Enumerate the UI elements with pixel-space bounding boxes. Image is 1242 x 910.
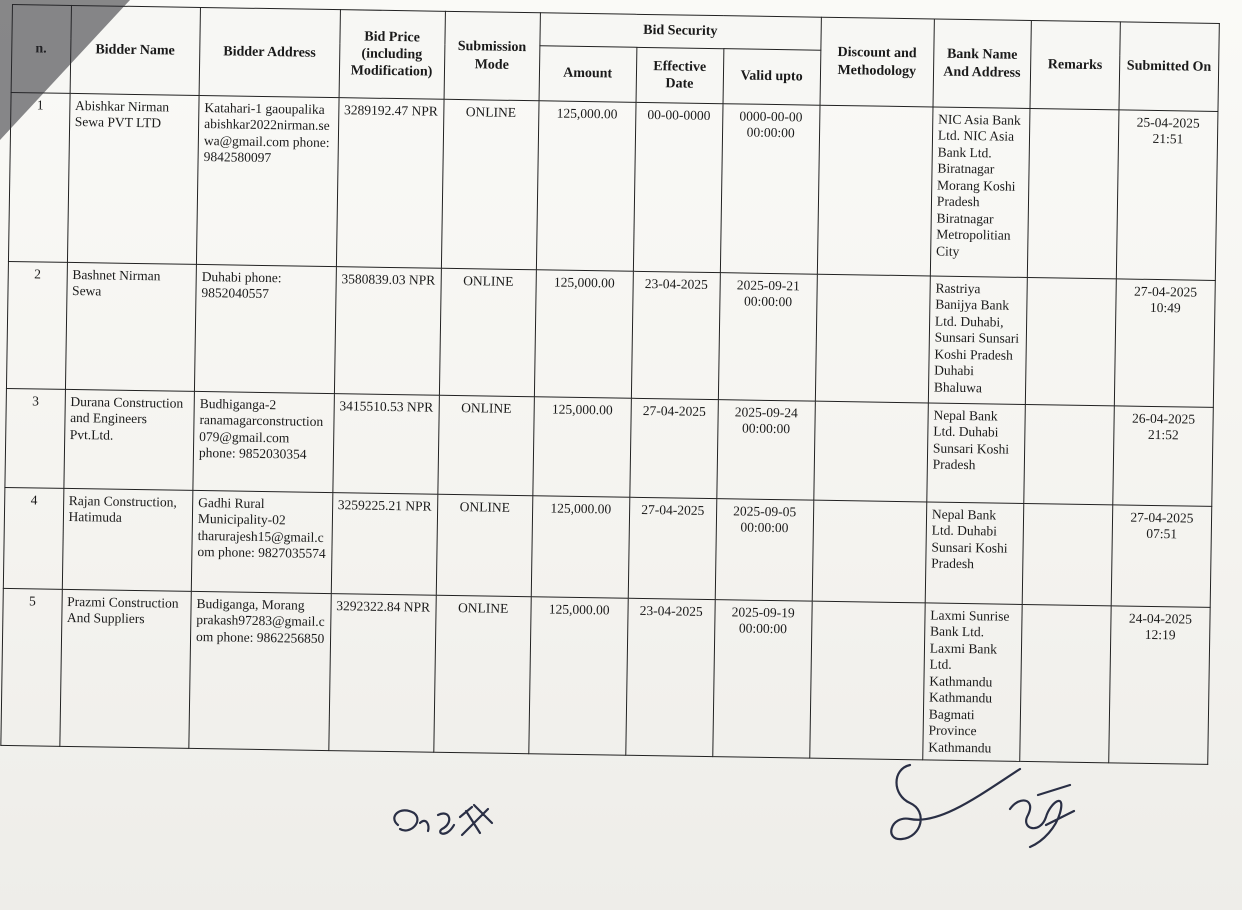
cell-valid-upto: 2025-09-05 00:00:00 bbox=[715, 499, 814, 602]
cell-valid-upto: 2025-09-21 00:00:00 bbox=[718, 273, 817, 402]
cell-submitted-on: 25-04-2025 21:51 bbox=[1116, 110, 1218, 281]
bid-table-wrapper bbox=[0, 4, 1230, 765]
cell-sn: 3 bbox=[5, 388, 65, 488]
cell-discount bbox=[813, 401, 928, 502]
table-row bbox=[8, 92, 1218, 280]
cell-bid-price: 3292322.84 NPR bbox=[328, 594, 436, 753]
cell-valid-upto: 0000-00-00 00:00:00 bbox=[720, 104, 820, 275]
cell-sn: 2 bbox=[6, 261, 67, 389]
table-row bbox=[5, 388, 1213, 506]
cell-bidder-address: Budhiganga-2 ranamagarconstruction079@gmail.com phone: 9852030354 bbox=[193, 391, 334, 492]
header-bidder-name: Bidder Name bbox=[70, 5, 201, 95]
cell-remarks bbox=[1025, 277, 1116, 405]
bid-evaluation-table bbox=[0, 4, 1220, 765]
cell-discount bbox=[809, 601, 925, 760]
cell-effective-date: 27-04-2025 bbox=[630, 398, 718, 498]
cell-sn: 4 bbox=[3, 487, 63, 589]
cell-effective-date: 27-04-2025 bbox=[628, 497, 716, 599]
header-amount: Amount bbox=[539, 46, 637, 103]
cell-bank: Nepal Bank Ltd. Duhabi Sunsari Koshi Pradesh bbox=[927, 403, 1026, 504]
cell-submission-mode: ONLINE bbox=[441, 99, 539, 269]
cell-submission-mode: ONLINE bbox=[439, 268, 536, 396]
cell-bidder-name: Durana Construction and Engineers Pvt.Ltd. bbox=[64, 389, 195, 490]
page-corner-shadow bbox=[0, 0, 130, 140]
cell-bank: NIC Asia Bank Ltd. NIC Asia Bank Ltd. Biratnagar Morang Koshi Pradesh Biratnagar Metropolitian City bbox=[930, 107, 1030, 278]
cell-submitted-on: 27-04-2025 07:51 bbox=[1111, 505, 1212, 608]
signature-left bbox=[380, 795, 510, 855]
cell-bidder-name: Rajan Construction, Hatimuda bbox=[62, 488, 193, 591]
cell-bidder-address: Gadhi Rural Municipality-02 tharurajesh15@gmail.com phone: 9827035574 bbox=[191, 490, 332, 593]
cell-submitted-on: 27-04-2025 10:49 bbox=[1114, 279, 1215, 408]
cell-bid-price: 3415510.53 NPR bbox=[332, 394, 439, 495]
header-sn: n. bbox=[11, 5, 71, 94]
cell-amount: 125,000.00 bbox=[528, 597, 627, 756]
table-row bbox=[1, 588, 1210, 764]
cell-effective-date: 00-00-0000 bbox=[633, 102, 723, 272]
cell-sn: 5 bbox=[1, 588, 62, 746]
header-bid-price: Bid Price (including Modification) bbox=[339, 10, 445, 100]
cell-remarks bbox=[1027, 109, 1119, 279]
cell-bidder-name: Bashnet Nirman Sewa bbox=[65, 262, 196, 391]
cell-bidder-name: Abishkar Nirman Sewa PVT LTD bbox=[67, 93, 199, 264]
cell-discount bbox=[815, 274, 930, 403]
cell-sn: 1 bbox=[8, 92, 69, 262]
cell-remarks bbox=[1020, 604, 1111, 763]
cell-submitted-on: 24-04-2025 12:19 bbox=[1109, 606, 1211, 765]
cell-remarks bbox=[1024, 404, 1114, 504]
cell-bidder-address: Duhabi phone: 9852040557 bbox=[194, 264, 335, 393]
table-row bbox=[6, 261, 1215, 407]
cell-discount bbox=[817, 105, 933, 276]
cell-amount: 125,000.00 bbox=[536, 101, 636, 272]
cell-bank: Rastriya Banijya Bank Ltd. Duhabi, Sunsari Sunsari Koshi Pradesh Duhabi Bhaluwa bbox=[928, 276, 1027, 405]
cell-bidder-address: Katahari-1 gaoupalika abishkar2022nirman.sewa@gmail.com phone: 9842580097 bbox=[196, 95, 338, 266]
header-submitted-on: Submitted On bbox=[1119, 22, 1220, 112]
cell-bank: Laxmi Sunrise Bank Ltd. Laxmi Bank Ltd. Kathmandu Kathmandu Bagmati Province Kathmandu bbox=[923, 603, 1022, 762]
header-valid-upto: Valid upto bbox=[723, 49, 821, 106]
cell-valid-upto: 2025-09-24 00:00:00 bbox=[716, 400, 815, 501]
header-remarks: Remarks bbox=[1030, 21, 1120, 110]
table-row bbox=[3, 487, 1211, 607]
cell-valid-upto: 2025-09-19 00:00:00 bbox=[712, 600, 812, 759]
cell-bidder-address: Budiganga, Morang prakash97283@gmail.com phone: 9862256850 bbox=[189, 591, 331, 750]
header-discount: Discount and Methodology bbox=[820, 17, 935, 107]
cell-effective-date: 23-04-2025 bbox=[631, 271, 720, 399]
signature-right bbox=[870, 755, 1090, 865]
cell-submission-mode: ONLINE bbox=[433, 595, 530, 754]
cell-amount: 125,000.00 bbox=[531, 496, 630, 599]
cell-submission-mode: ONLINE bbox=[436, 494, 533, 596]
header-bidder-address: Bidder Address bbox=[199, 7, 340, 97]
cell-discount bbox=[812, 500, 927, 603]
cell-bank: Nepal Bank Ltd. Duhabi Sunsari Koshi Pradesh bbox=[925, 502, 1024, 605]
cell-bid-price: 3259225.21 NPR bbox=[331, 493, 438, 596]
header-submission-mode: Submission Mode bbox=[444, 11, 540, 100]
cell-bid-price: 3289192.47 NPR bbox=[336, 98, 444, 269]
cell-remarks bbox=[1022, 503, 1113, 605]
cell-submission-mode: ONLINE bbox=[437, 395, 534, 495]
header-effective-date: Effective Date bbox=[636, 47, 724, 103]
cell-amount: 125,000.00 bbox=[534, 270, 633, 399]
cell-bid-price: 3580839.03 NPR bbox=[334, 267, 441, 396]
cell-effective-date: 23-04-2025 bbox=[625, 598, 714, 757]
cell-bidder-name: Prazmi Construction And Suppliers bbox=[59, 589, 191, 748]
header-bid-security: Bid Security bbox=[540, 13, 821, 50]
header-bank: Bank Name And Address bbox=[933, 19, 1031, 109]
cell-amount: 125,000.00 bbox=[532, 397, 631, 498]
cell-submitted-on: 26-04-2025 21:52 bbox=[1113, 406, 1214, 507]
